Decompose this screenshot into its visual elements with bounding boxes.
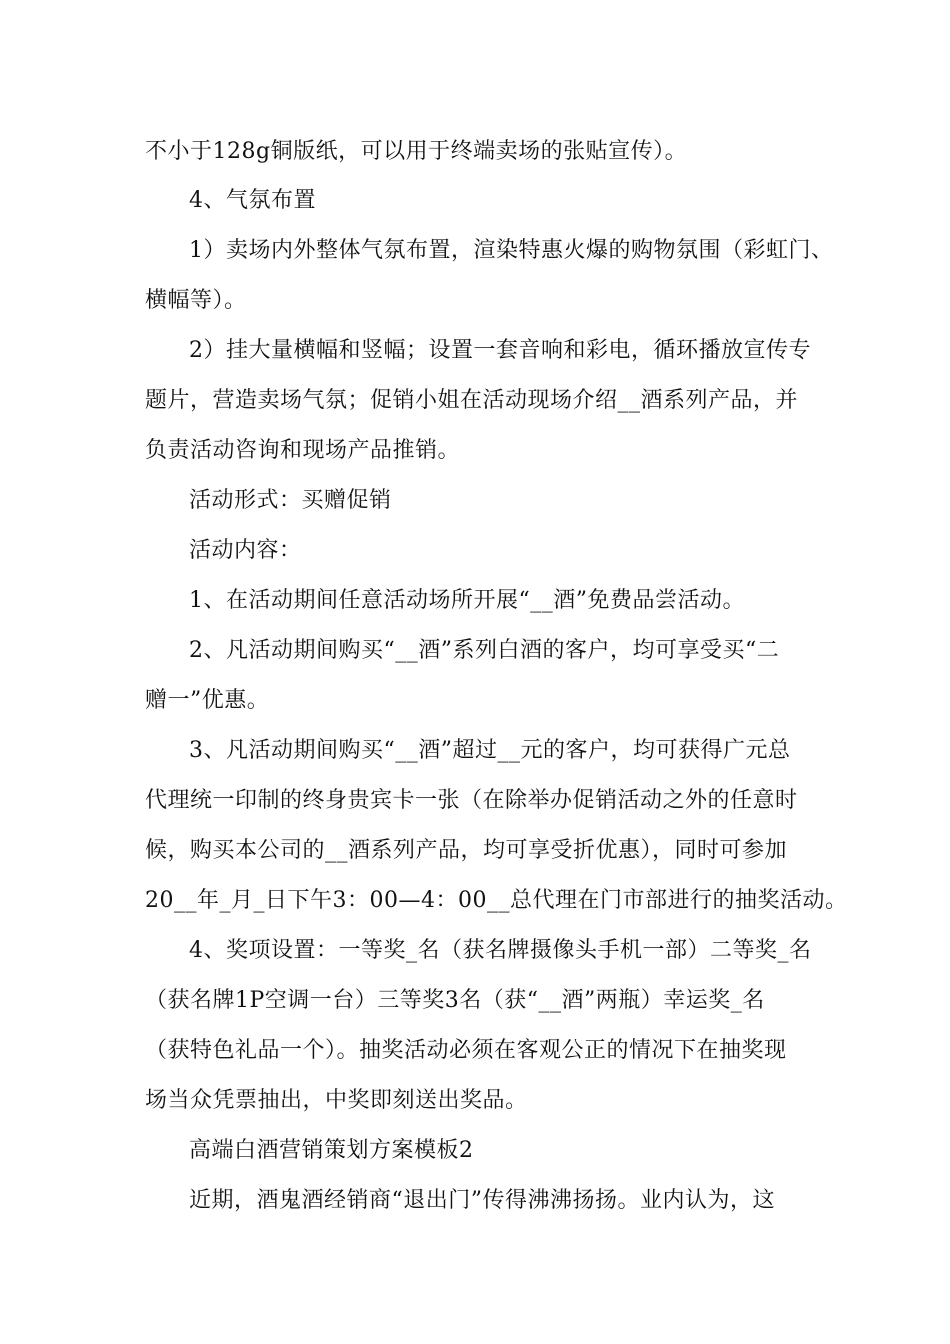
paragraph-line: 活动形式：买赠促销	[189, 488, 392, 513]
paragraph-line: 4、奖项设置：一等奖_名（获名牌摄像头手机一部）二等奖_名	[189, 938, 812, 963]
paragraph-line: 不小于128g铜版纸，可以用于终端卖场的张贴宣传）。	[145, 139, 688, 164]
paragraph-line: 题片，营造卖场气氛；促销小姐在活动现场介绍__酒系列产品，并	[145, 388, 799, 413]
paragraph-line: 负责活动咨询和现场产品推销。	[145, 438, 461, 463]
paragraph-line: 2、凡活动期间购买“__酒”系列白酒的客户，均可享受买“二	[189, 638, 780, 663]
paragraph-line: 近期，酒鬼酒经销商“退出门”传得沸沸扬扬。业内认为，这	[189, 1188, 775, 1213]
paragraph-line: 代理统一印制的终身贵宾卡一张（在除举办促销活动之外的任意时	[145, 788, 798, 813]
paragraph-line: 活动内容：	[189, 538, 302, 563]
paragraph-line: 横幅等）。	[145, 288, 247, 313]
paragraph-line: （获名牌1P空调一台）三等奖3名（获“__酒”两瓶）幸运奖_名	[145, 988, 765, 1013]
paragraph-line: （获特色礼品一个）。抽奖活动必须在客观公正的情况下在抽奖现	[145, 1038, 787, 1063]
paragraph-line: 20__年_月_日下午3：00—4：00__总代理在门市部进行的抽奖活动。	[145, 888, 848, 913]
paragraph-line: 3、凡活动期间购买“__酒”超过__元的客户，均可获得广元总	[189, 738, 791, 763]
paragraph-line: 2）挂大量横幅和竖幅；设置一套音响和彩电，循环播放宣传专	[189, 338, 811, 363]
section-heading: 4、气氛布置	[189, 188, 316, 213]
section-heading: 高端白酒营销策划方案模板2	[189, 1138, 474, 1163]
paragraph-line: 赠一”优惠。	[145, 688, 270, 713]
paragraph-line: 场当众凭票抽出，中奖即刻送出奖品。	[145, 1088, 528, 1113]
paragraph-line: 1、在活动期间任意活动场所开展“__酒”免费品尝活动。	[189, 588, 745, 613]
paragraph-line: 1）卖场内外整体气氛布置，渲染特惠火爆的购物氛围（彩虹门、	[189, 238, 834, 263]
paragraph-line: 候，购买本公司的__酒系列产品，均可享受折优惠），同时可参加	[145, 838, 788, 863]
